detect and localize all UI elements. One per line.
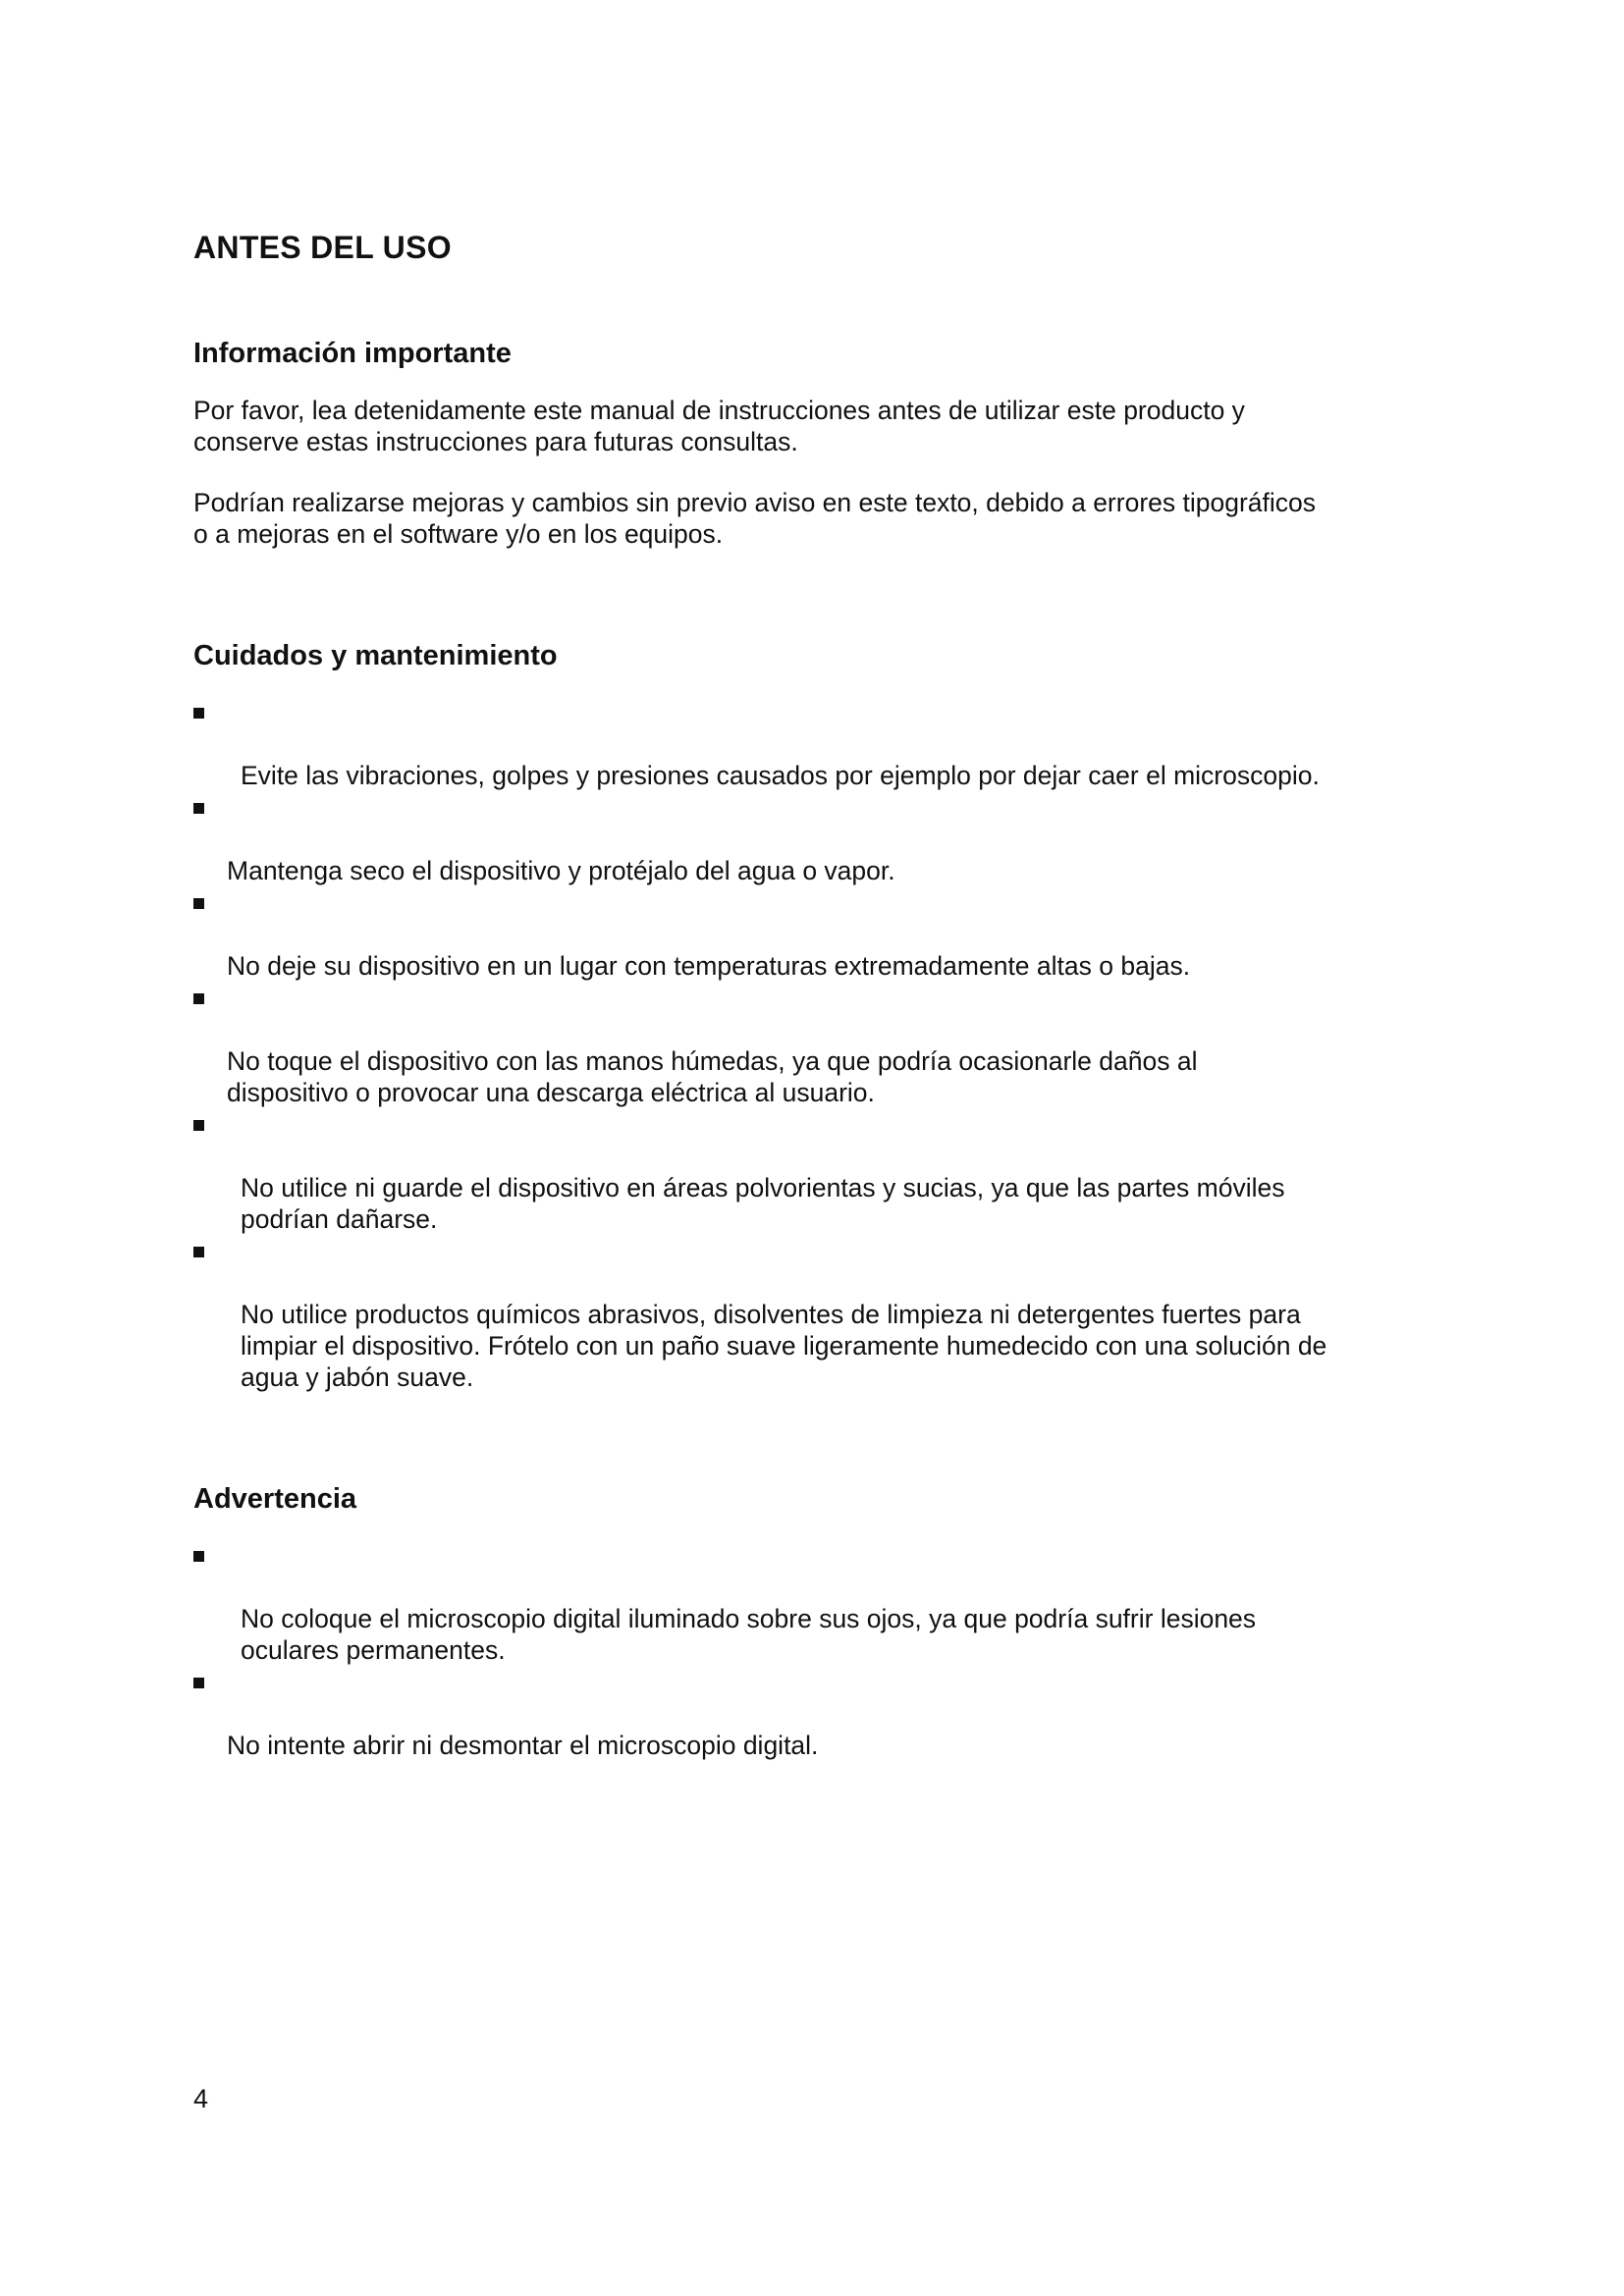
- section-care-maintenance: [193, 636, 1440, 1393]
- square-bullet-icon: [193, 993, 204, 1004]
- list-item-text: No toque el dispositivo con las manos húmedas, ya que podría ocasionarle daños al dispositivo o provocar una descarga eléctrica al usuario.: [227, 1046, 1198, 1107]
- list-item: [193, 887, 1440, 982]
- care-list: [193, 697, 1440, 1393]
- section-heading-warning: Advertencia: [193, 1483, 357, 1515]
- square-bullet-icon: [193, 1120, 204, 1131]
- square-bullet-icon: [193, 803, 204, 814]
- page-number: 4: [193, 2084, 209, 2113]
- list-item: [193, 1540, 1440, 1666]
- list-item-text: No utilice ni guarde el dispositivo en áreas polvorientas y sucias, ya que las partes móviles podrían dañarse.: [241, 1173, 1285, 1234]
- section-important-info: [193, 334, 1440, 550]
- page-title: ANTES DEL USO: [193, 230, 452, 265]
- list-item-text: No utilice productos químicos abrasivos, disolventes de limpieza ni detergentes fuertes para limpiar el dispositivo. Frótelo con un paño suave ligeramente humedecido con una solución de agua y jabón suave.: [241, 1300, 1327, 1392]
- square-bullet-icon: [193, 898, 204, 909]
- square-bullet-icon: [193, 1247, 204, 1257]
- list-item-text: Mantenga seco el dispositivo y protéjalo del agua o vapor.: [227, 856, 895, 885]
- list-item: [193, 1109, 1440, 1235]
- list-item: [193, 697, 1440, 791]
- list-item: [193, 983, 1440, 1108]
- page-content: [193, 224, 1440, 1762]
- list-item-text: No intente abrir ni desmontar el microscopio digital.: [227, 1731, 819, 1760]
- warning-list: [193, 1540, 1440, 1761]
- square-bullet-icon: [193, 1551, 204, 1562]
- list-item: [193, 1236, 1440, 1393]
- section-warning: [193, 1479, 1440, 1761]
- square-bullet-icon: [193, 1678, 204, 1688]
- paragraph-changes-notice: Podrían realizarse mejoras y cambios sin previo aviso en este texto, debido a errores tipográficos o a mejoras en el software y/o en los equipos.: [193, 488, 1317, 549]
- paragraph-read-manual: Por favor, lea detenidamente este manual de instrucciones antes de utilizar este producto y conserve estas instrucciones para futuras consultas.: [193, 396, 1245, 456]
- section-heading-important-info: Información importante: [193, 338, 512, 369]
- list-item: [193, 792, 1440, 886]
- list-item-text: Evite las vibraciones, golpes y presiones causados por ejemplo por dejar caer el microscopio.: [241, 761, 1320, 790]
- list-item-text: No deje su dispositivo en un lugar con temperaturas extremadamente altas o bajas.: [227, 951, 1191, 981]
- list-item: [193, 1667, 1440, 1761]
- section-heading-care-maintenance: Cuidados y mantenimiento: [193, 640, 558, 671]
- list-item-text: No coloque el microscopio digital iluminado sobre sus ojos, ya que podría sufrir lesiones oculares permanentes.: [241, 1604, 1257, 1665]
- square-bullet-icon: [193, 708, 204, 719]
